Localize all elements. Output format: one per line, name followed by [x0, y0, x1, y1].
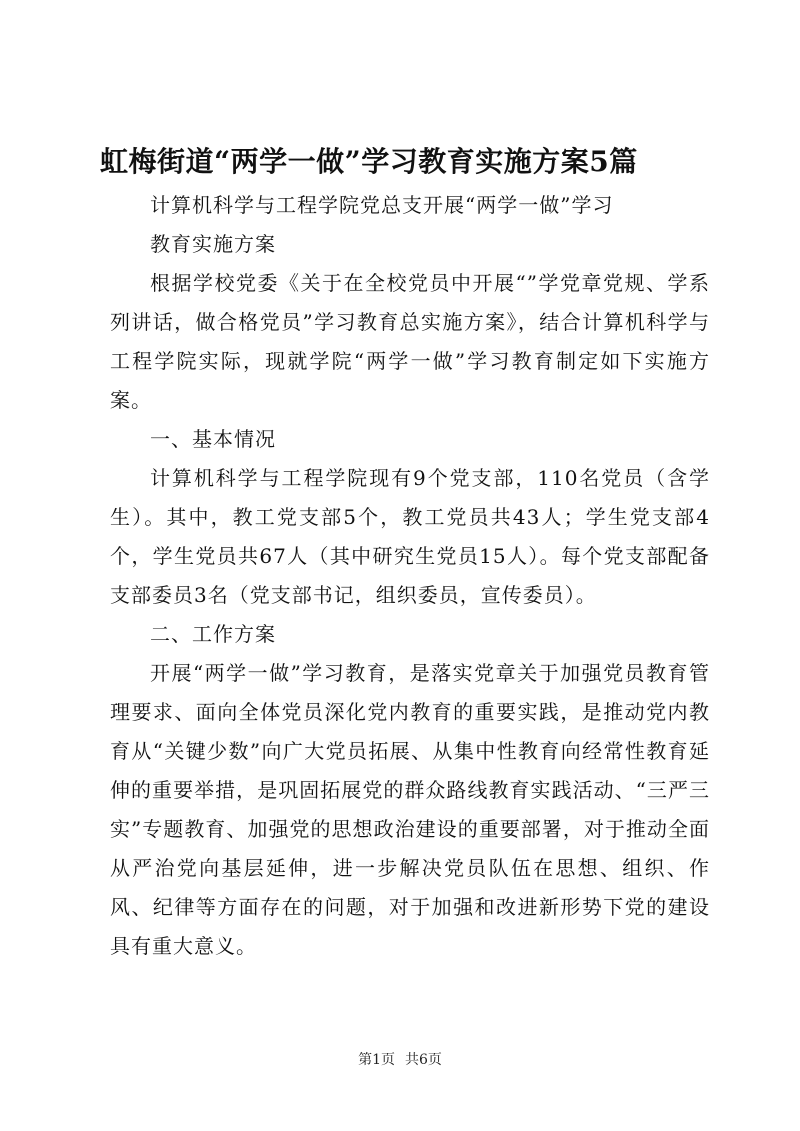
- paragraph-heading-line-1: 计算机科学与工程学院党总支开展“两学一做”学习: [150, 193, 614, 217]
- document-title: 虹梅街道“两学一做”学习教育实施方案5篇: [100, 145, 638, 178]
- paragraph-basic-situation: 计算机科学与工程学院现有9个党支部，110名党员（含学生）。其中，教工党支部5个，教工党员共43人；学生党支部4个，学生党员共67人（其中研究生党员15人）。每个党支部配备支部委员3名（党支部书记，组织委员，宣传委员）。: [110, 466, 710, 607]
- page-footer: [0, 1050, 800, 1070]
- paragraph-intro: 根据学校党委《关于在全校党员中开展“”学党章党规、学系列讲话，做合格党员”学习教育总实施方案》，结合计算机科学与工程学院实际，现就学院“两学一做”学习教育制定如下实施方案。: [110, 271, 710, 412]
- section-heading-work-plan: 二、工作方案: [150, 622, 276, 646]
- paragraph-heading-line-2: 教育实施方案: [150, 232, 276, 256]
- paragraph-work-plan: 开展“两学一做”学习教育，是落实党章关于加强党员教育管理要求、面向全体党员深化党内教育的重要实践，是推动党内教育从“关键少数”向广大党员拓展、从集中性教育向经常性教育延伸的重要举措，是巩固拓展党的群众路线教育实践活动、“三严三实”专题教育、加强党的思想政治建设的重要部署，对于推动全面从严治党向基层延伸，进一步解决党员队伍在思想、组织、作风、纪律等方面存在的问题，对于加强和改进新形势下党的建设具有重大意义。: [110, 661, 710, 958]
- document-body: [110, 186, 710, 966]
- page-total: 共6页: [405, 1052, 442, 1068]
- section-heading-basic-situation: 一、基本情况: [150, 427, 276, 451]
- page-number: 第1页: [358, 1052, 395, 1068]
